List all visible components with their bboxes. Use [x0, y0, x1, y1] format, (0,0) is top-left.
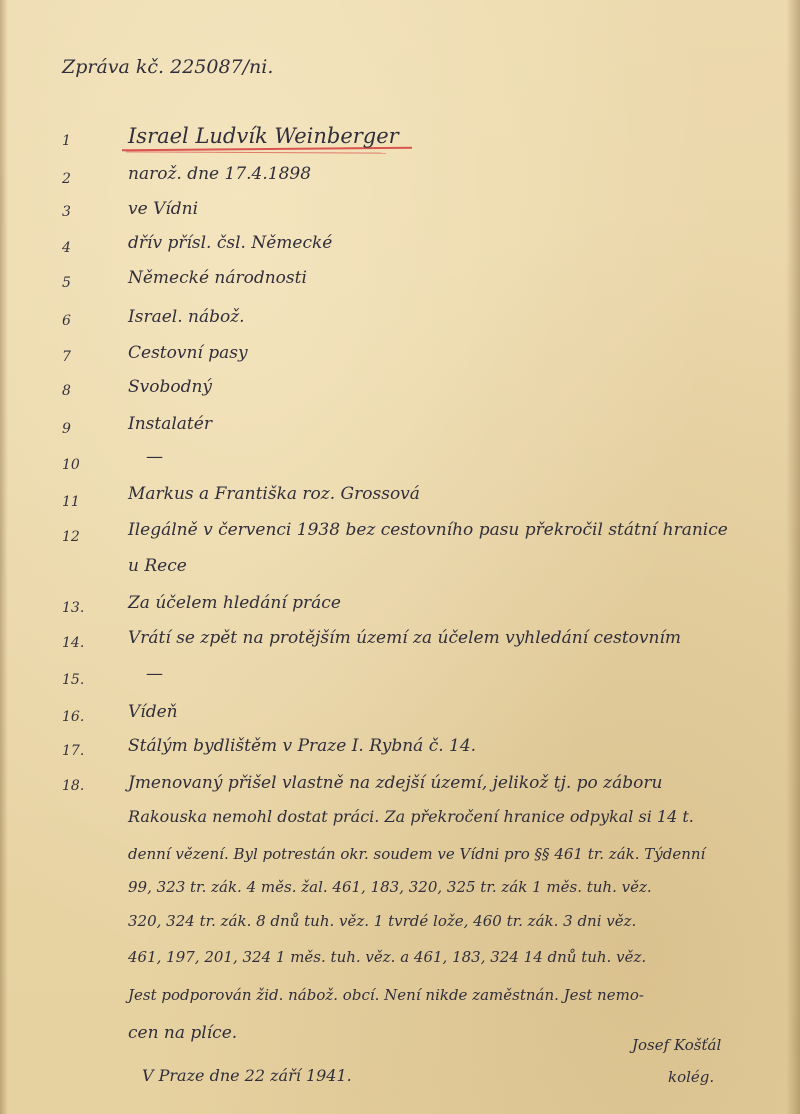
item-text: —: [146, 447, 163, 467]
item-number: 16.: [62, 709, 85, 725]
item-number: 1: [62, 133, 71, 149]
item-text: Instalatér: [128, 414, 212, 434]
item-text: Israel. nábož.: [128, 307, 245, 327]
item-text: —: [146, 664, 163, 684]
item-text: Za účelem hledání práce: [128, 593, 341, 613]
item-text: dřív přísl. čsl. Německé: [128, 233, 333, 253]
item-number: 18.: [62, 778, 85, 794]
item-text: Stálým bydlištěm v Praze I. Rybná č. 14.: [128, 736, 477, 756]
item-text: 320, 324 tr. zák. 8 dnů tuh. věz. 1 tvrdé lože, 460 tr. zák. 3 dni věz.: [128, 912, 637, 930]
item-text-name: Israel Ludvík Weinberger: [128, 124, 399, 148]
item-number: 5: [62, 275, 71, 291]
item-text: denní vězení. Byl potrestán okr. soudem ve Vídni pro §§ 461 tr. zák. Týdenní: [128, 845, 706, 863]
item-number: 14.: [62, 635, 85, 651]
item-number: 10: [62, 457, 80, 473]
item-number: 8: [62, 383, 71, 399]
item-number: 12: [62, 529, 80, 545]
item-text: 99, 323 tr. zák. 4 měs. žal. 461, 183, 320, 325 tr. zák 1 měs. tuh. věz.: [128, 878, 652, 896]
item-text: Svobodný: [128, 377, 213, 397]
item-number: 11: [62, 494, 80, 510]
item-text: Cestovní pasy: [128, 343, 248, 363]
item-text: ve Vídni: [128, 199, 199, 219]
item-number: 15.: [62, 672, 85, 688]
item-text: narož. dne 17.4.1898: [128, 164, 312, 184]
item-number: 9: [62, 421, 71, 437]
item-text: cen na plíce.: [128, 1023, 238, 1043]
item-text: Ilegálně v červenci 1938 bez cestovního pasu překročil státní hranice: [128, 520, 728, 540]
item-text: 461, 197, 201, 324 1 měs. tuh. věz. a 461, 183, 324 14 dnů tuh. věz.: [128, 948, 647, 966]
item-text: Vídeň: [128, 702, 178, 722]
page-edge-shadow-left: [0, 0, 8, 1114]
item-number: 17.: [62, 743, 85, 759]
place-and-date: V Praze dne 22 září 1941.: [142, 1066, 352, 1085]
item-text: Jest podporován žid. nábož. obcí. Není nikde zaměstnán. Jest nemo-: [128, 986, 644, 1004]
item-number: 3: [62, 204, 71, 220]
signature-title: kolég.: [668, 1068, 715, 1086]
red-underline-secondary: [126, 151, 386, 153]
item-number: 13.: [62, 600, 85, 616]
signature-name: Josef Košťál: [632, 1036, 722, 1054]
item-text: Vrátí se zpět na protějším území za účelem vyhledání cestovním: [128, 628, 682, 648]
item-number: 7: [62, 349, 71, 365]
item-number: 6: [62, 313, 71, 329]
item-text: Německé národnosti: [128, 268, 307, 288]
item-text: u Rece: [128, 556, 187, 576]
item-text: Rakouska nemohl dostat práci. Za překročení hranice odpykal si 14 t.: [128, 807, 694, 826]
page-edge-shadow-right: [786, 0, 800, 1114]
item-number: 2: [62, 171, 71, 187]
item-number: 4: [62, 240, 71, 256]
item-text: Jmenovaný přišel vlastně na zdejší území, jelikož tj. po záboru: [128, 773, 663, 793]
item-text: Markus a Františka roz. Grossová: [128, 484, 420, 504]
document-header: Zpráva kč. 225087/ni.: [62, 56, 274, 78]
